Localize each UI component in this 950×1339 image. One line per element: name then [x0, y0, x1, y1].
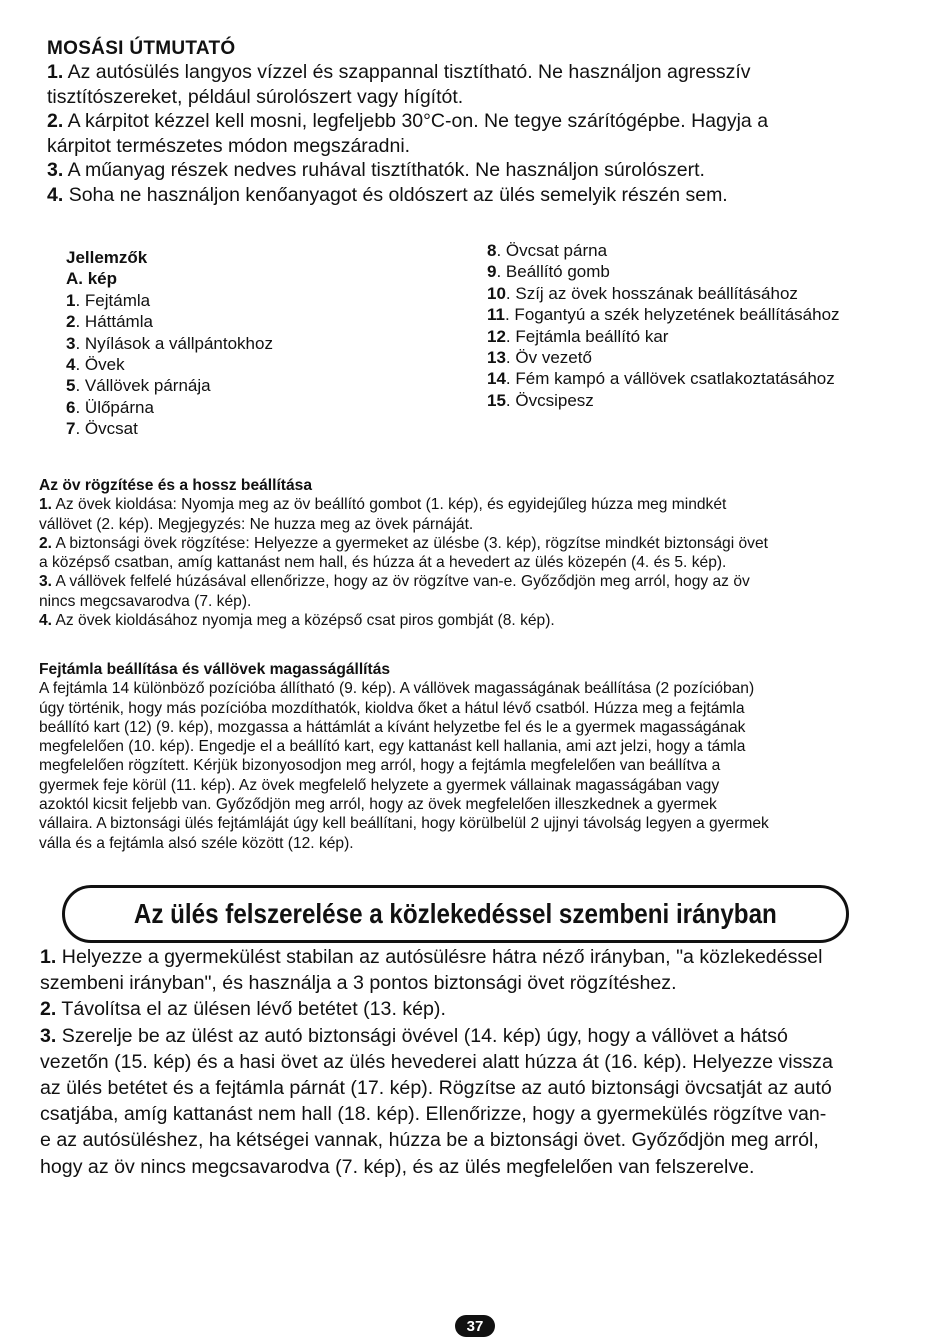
- headrest-line: megfelelően (10. kép). Engedje el a beállító kart, egy kattanást kell hallania, ami azt jelzi, hogy a támla: [39, 738, 746, 756]
- install-line: csatjába, amíg kattanást nem hall (18. kép). Ellenőrizze, hogy a gyermekülés rögzítve van-: [40, 1103, 827, 1126]
- belt-line: vállövet (2. kép). Megjegyzés: Ne huzza meg az övek párnáját.: [39, 515, 474, 533]
- list-item: 7. Övcsat: [66, 419, 138, 439]
- headrest-line: megfelelően rögzített. Kérjük bizonyosodjon meg arról, hogy a fejtámla megfelelően van beállítva a: [39, 757, 721, 775]
- headrest-line: A fejtámla 14 különböző pozícióba állítható (9. kép). A vállövek magasságának beállítása (2 pozícióban): [39, 680, 755, 698]
- belt-section: [39, 476, 909, 630]
- headrest-line: válla és a fejtámla alsó széle között (12. kép).: [39, 834, 354, 852]
- washing-item-4: 4. Soha ne használjon kenőanyagot és oldószert az ülés semelyik részén sem.: [47, 183, 728, 206]
- list-item: 6. Ülőpárna: [66, 397, 154, 417]
- list-item: 9. Beállító gomb: [487, 262, 610, 282]
- install-line: hogy az öv nincs megcsavarodva (7. kép), és az ülés megfelelően van felszerelve.: [40, 1155, 755, 1178]
- list-item: 5. Vállövek párnája: [66, 376, 211, 396]
- list-item: 4. Övek: [66, 355, 125, 375]
- install-line: 3. Szerelje be az ülést az autó biztonsági övével (14. kép) úgy, hogy a vállövet a hátsó: [40, 1024, 788, 1047]
- install-line: vezetőn (15. kép) és a hasi övet az ülés hevederei alatt húzza át (16. kép). Helyezze vissza: [40, 1050, 833, 1073]
- belt-line: 4. Az övek kioldásához nyomja meg a középső csat piros gombját (8. kép).: [39, 612, 555, 630]
- list-item: 2. Háttámla: [66, 312, 153, 332]
- list-item: 10. Szíj az övek hosszának beállításához: [487, 283, 798, 303]
- list-item: 13. Öv vezető: [487, 348, 592, 368]
- install-line: az ülés betétet és a fejtámla párnát (17. kép). Rögzítse az autó biztonsági övcsatját az autó: [40, 1077, 832, 1100]
- belt-line: a középső csatban, amíg kattanást nem hall, és húzza át a hevedert az ülés közepén (4. és 5. kép).: [39, 554, 727, 572]
- list-item: 15. Övcsipesz: [487, 390, 594, 410]
- headrest-title: Fejtámla beállítása és vállövek magasságállítás: [39, 661, 391, 678]
- washing-item-3: 3. A műanyag részek nedves ruhával tisztíthatók. Ne használjon súrolószert.: [47, 159, 705, 182]
- belt-line: 2. A biztonsági övek rögzítése: Helyezze a gyermeket az ülésbe (3. kép), rögzítse mindkét biztonsági övet: [39, 534, 768, 552]
- features-subtitle: A. kép: [66, 269, 118, 289]
- install-line: 2. Távolítsa el az ülésen lévő betétet (13. kép).: [40, 998, 446, 1021]
- banner-title: Az ülés felszerelése a közlekedéssel szembeni irányban: [134, 898, 777, 929]
- belt-title: Az öv rögzítése és a hossz beállítása: [39, 477, 312, 494]
- headrest-line: vállaira. A biztonsági ülés fejtámláját úgy kell beállítani, hogy körülbelül 2 ujjnyi távolság legyen a gyermek: [39, 815, 769, 833]
- list-item: 12. Fejtámla beállító kar: [487, 326, 669, 346]
- headrest-line: úgy történik, hogy más pozícióba mozdíthatók, kioldva őket a hátul lévő csatból. Húzza meg a fejtámla: [39, 699, 745, 717]
- list-item: 8. Övcsat párna: [487, 241, 608, 260]
- belt-line: 1. Az övek kioldása: Nyomja meg az öv beállító gombot (1. kép), és egyidejűleg húzza meg mindkét: [39, 496, 727, 514]
- page-number: 37: [455, 1315, 495, 1337]
- list-item: 11. Fogantyú a szék helyzetének beállításához: [487, 305, 840, 325]
- washing-title: MOSÁSI ÚTMUTATÓ: [47, 38, 236, 59]
- features-title: Jellemzők: [66, 248, 148, 267]
- headrest-line: gyermek feje körül (11. kép). Az övek megfelelő helyzete a gyermek vállainak magasságában vagy: [39, 776, 720, 794]
- install-line: szembeni irányban", és használja a 3 pontos biztonsági övet rögzítéshez.: [40, 972, 677, 995]
- list-item: 14. Fém kampó a vállövek csatlakoztatásához: [487, 369, 835, 389]
- section-banner: [62, 885, 849, 943]
- install-line: e az autósüléshez, ha kétségei vannak, húzza be a biztonsági övet. Győződjön meg arról,: [40, 1129, 819, 1152]
- install-section: [40, 944, 910, 1180]
- features-list-left: [66, 247, 466, 440]
- washing-section: [47, 38, 917, 208]
- list-item: 1. Fejtámla: [66, 290, 151, 310]
- headrest-section: [39, 660, 909, 853]
- headrest-line: azoktól kicsit feljebb van. Győződjön meg arról, hogy az övek megfelelően illeszkednek a gyermek: [39, 796, 717, 814]
- washing-item-2: 2. A kárpitot kézzel kell mosni, legfeljebb 30°C-on. Ne tegye szárítógépbe. Hagyja a kárpitot természetes módon megszáradni.: [47, 110, 769, 157]
- belt-line: nincs megcsavarodva (7. kép).: [39, 592, 252, 610]
- belt-line: 3. A vállövek felfelé húzásával ellenőrizze, hogy az öv rögzítve van-e. Győződjön meg arról, hogy az öv: [39, 573, 750, 591]
- headrest-line: beállító kart (12) (9. kép), mozgassa a háttámlát a kívánt helyzetbe fel és le a gyermek magasságának: [39, 718, 746, 736]
- washing-item-1: 1. Az autósülés langyos vízzel és szappannal tisztítható. Ne használjon agresszív tisztítószereket, például súrolószert vagy hígítót.: [47, 61, 751, 108]
- features-list-right: [487, 240, 927, 411]
- list-item: 3. Nyílások a vállpántokhoz: [66, 333, 273, 353]
- install-line: 1. Helyezze a gyermekülést stabilan az autósülésre hátra néző irányban, "a közlekedéssel: [40, 946, 823, 968]
